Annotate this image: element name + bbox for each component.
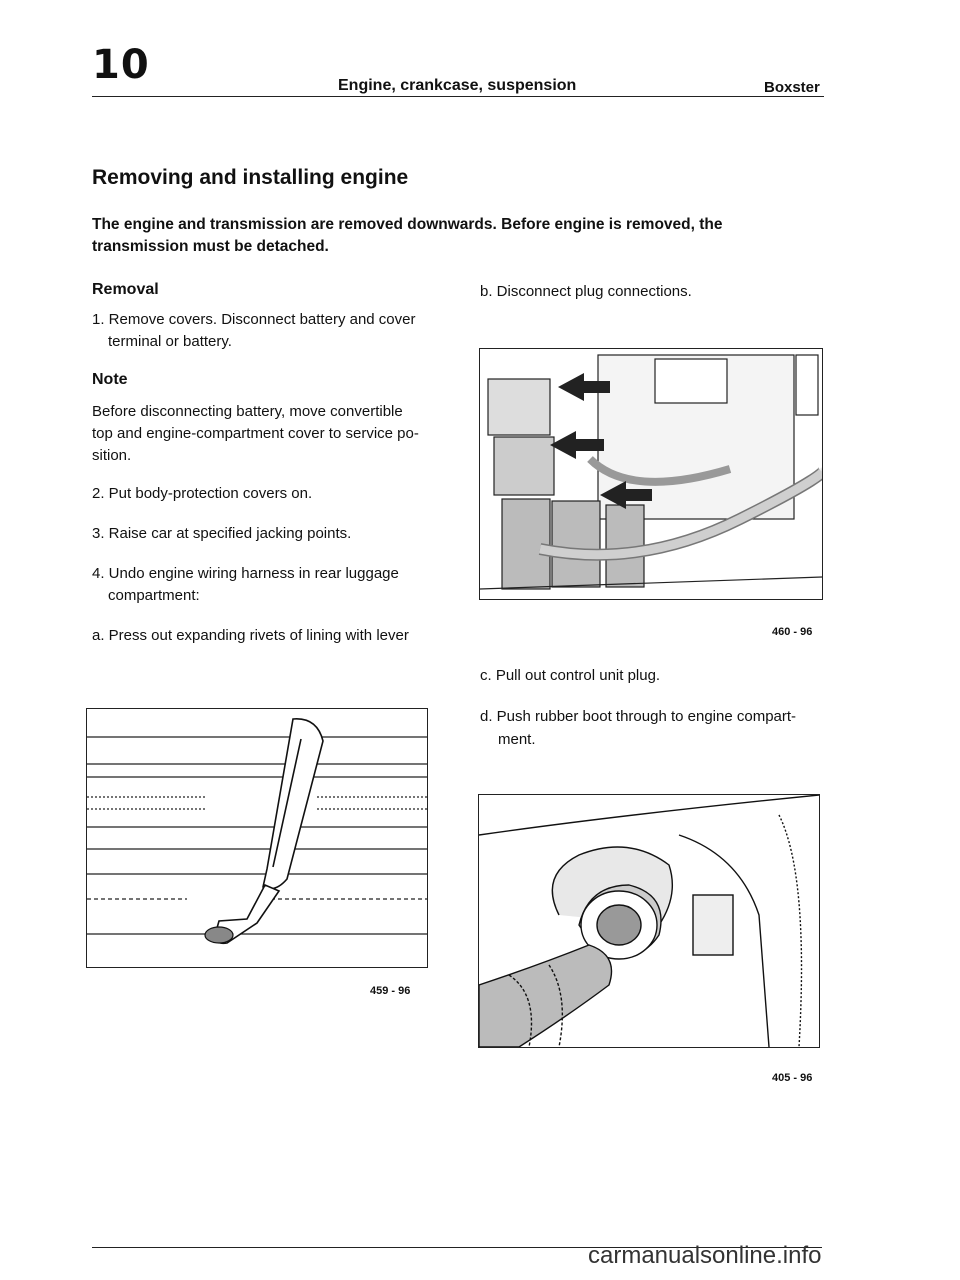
step-4a: a. Press out expanding rivets of lining with lever <box>92 627 409 644</box>
note-line-1: Before disconnecting battery, move convertible <box>92 403 403 420</box>
watermark[interactable]: carmanualsonline.info <box>588 1242 822 1269</box>
step-b: b. Disconnect plug connections. <box>480 283 692 300</box>
step-d-line-1: d. Push rubber boot through to engine compart- <box>480 708 797 725</box>
figure-lever-caption: 459 - 96 <box>370 985 411 997</box>
note-heading: Note <box>92 371 128 388</box>
page-title: Removing and installing engine <box>92 166 409 189</box>
intro-text: The engine and transmission are removed downwards. Before engine is removed, the transmission must be detached. <box>92 216 723 255</box>
step-1-line-2: terminal or battery. <box>108 333 232 350</box>
figure-lever <box>86 708 428 968</box>
step-4-line-2: compartment: <box>108 587 200 604</box>
rubber-boot-illustration <box>479 795 819 1047</box>
removal-heading: Removal <box>92 281 159 298</box>
note-line-2: top and engine-compartment cover to service po- <box>92 425 419 442</box>
lever-illustration <box>87 709 427 967</box>
step-d-line-2: ment. <box>498 731 536 748</box>
plug-connections-illustration <box>480 349 822 599</box>
header-rule <box>92 96 824 97</box>
figure-rubber-boot-caption: 405 - 96 <box>772 1072 813 1084</box>
chapter-number: 10 <box>92 42 150 88</box>
figure-plug-connections <box>479 348 823 600</box>
note-line-3: sition. <box>92 447 132 464</box>
header-model: Boxster <box>764 79 820 96</box>
figure-rubber-boot <box>478 794 820 1048</box>
step-c: c. Pull out control unit plug. <box>480 667 661 684</box>
figure-plug-connections-caption: 460 - 96 <box>772 626 813 638</box>
step-4-line-1: 4. Undo engine wiring harness in rear luggage <box>92 565 399 582</box>
step-1-line-1: 1. Remove covers. Disconnect battery and cover <box>92 311 416 328</box>
header-title: Engine, crankcase, suspension <box>338 77 577 94</box>
step-3: 3. Raise car at specified jacking points. <box>92 525 352 542</box>
step-2: 2. Put body-protection covers on. <box>92 485 313 502</box>
